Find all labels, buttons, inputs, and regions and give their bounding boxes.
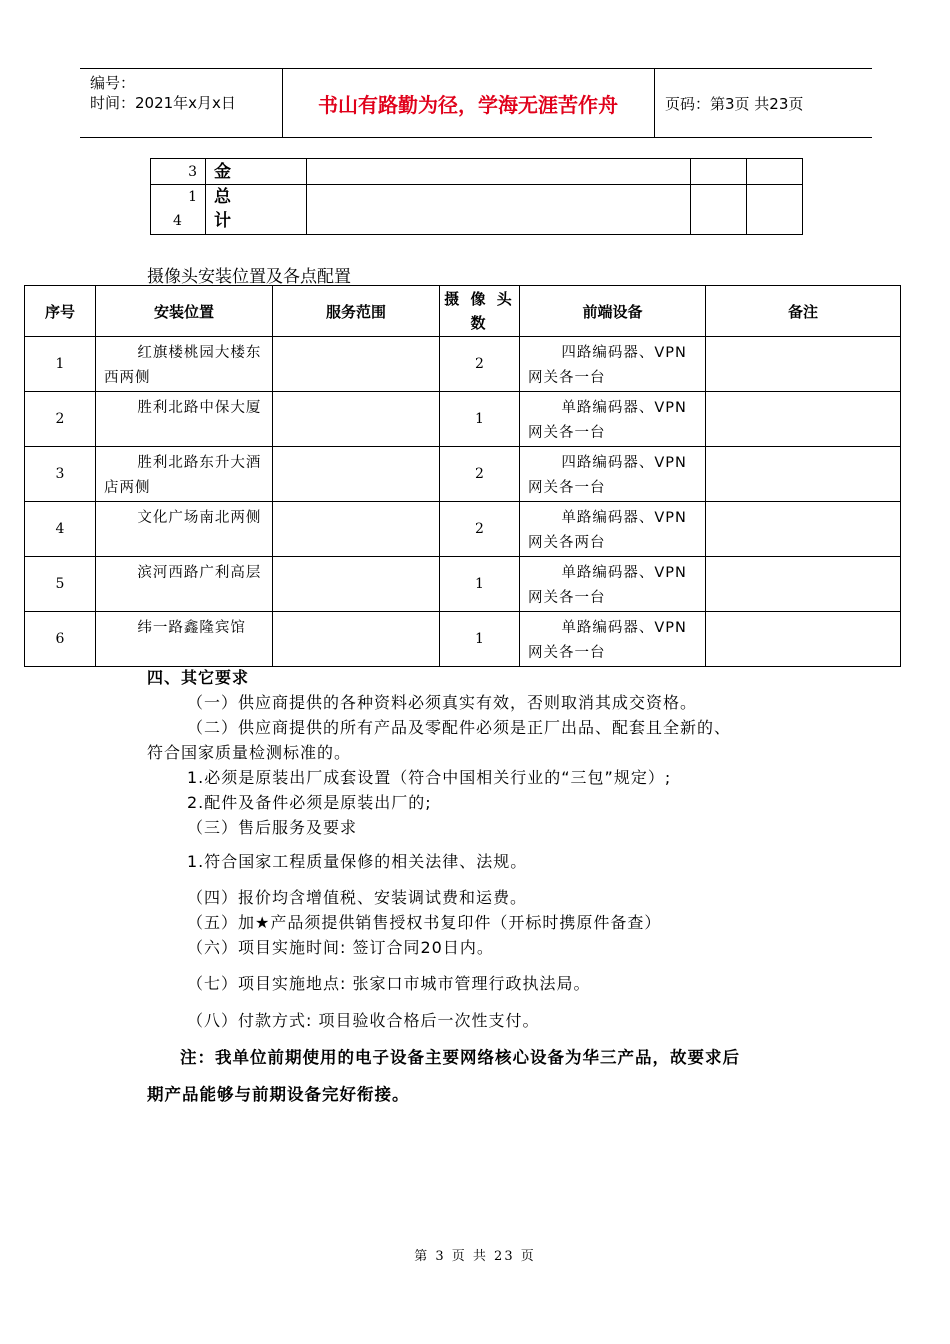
table-row (25, 612, 901, 667)
table-row (151, 159, 803, 185)
cell-count: 2 (440, 337, 520, 392)
table-header-row (25, 286, 901, 337)
page-footer: 第 3 页 共 23 页 (414, 1249, 536, 1264)
row-label: 金 (206, 159, 307, 185)
camera-table (24, 285, 901, 667)
cell-scope (273, 392, 440, 447)
requirement-item: 1.必须是原装出厂成套设置（符合中国相关行业的“三包”规定）; (187, 768, 672, 787)
requirement-item: 符合国家质量检测标准的。 (147, 743, 352, 762)
cell-scope (273, 557, 440, 612)
table-row (25, 337, 901, 392)
requirement-item: （六）项目实施时间: 签订合同20日内。 (187, 938, 494, 957)
cell-count: 2 (440, 447, 520, 502)
cell-scope (273, 612, 440, 667)
cell-index: 5 (25, 557, 96, 612)
cell-device: 单路编码器、VPN网关各两台 (520, 502, 706, 557)
page-header (80, 68, 872, 138)
header-index: 序号 (25, 286, 96, 337)
cell-location: 胜利北路中保大厦 (96, 392, 273, 447)
cell-device: 四路编码器、VPN网关各一台 (520, 447, 706, 502)
cell-count: 1 (440, 612, 520, 667)
header-time-label: 时间：2021年x月x日 (90, 94, 236, 112)
header-count: 摄 像 头数 (440, 286, 520, 337)
cell-location: 文化广场南北两侧 (96, 502, 273, 557)
requirement-item: （七）项目实施地点: 张家口市城市管理行政执法局。 (187, 974, 591, 993)
cell-note (706, 392, 901, 447)
header-motto: 书山有路勤为径，学海无涯苦作舟 (318, 92, 618, 117)
cell-count: 1 (440, 557, 520, 612)
cell-device: 四路编码器、VPN网关各一台 (520, 337, 706, 392)
cell-scope (273, 447, 440, 502)
cell-location: 胜利北路东升大酒店两侧 (96, 447, 273, 502)
table-row (25, 557, 901, 612)
table-cell (747, 185, 803, 235)
table-cell (307, 159, 691, 185)
header-scope: 服务范围 (273, 286, 440, 337)
row-number: 1 4 (151, 185, 206, 235)
row-number: 3 (151, 159, 206, 185)
cell-device: 单路编码器、VPN网关各一台 (520, 612, 706, 667)
cell-device: 单路编码器、VPN网关各一台 (520, 392, 706, 447)
table-cell (747, 159, 803, 185)
requirement-item: （三）售后服务及要求 (187, 818, 358, 837)
table-row (25, 502, 901, 557)
table-cell (307, 185, 691, 235)
header-location: 安装位置 (96, 286, 273, 337)
cell-note (706, 502, 901, 557)
cell-scope (273, 337, 440, 392)
cell-index: 1 (25, 337, 96, 392)
cell-location: 红旗楼桃园大楼东西两侧 (96, 337, 273, 392)
requirement-item: （一）供应商提供的各种资料必须真实有效，否则取消其成交资格。 (187, 693, 698, 712)
requirement-item: （五）加★产品须提供销售授权书复印件（开标时携原件备查） (187, 913, 662, 932)
header-device: 前端设备 (520, 286, 706, 337)
cell-device: 单路编码器、VPN网关各一台 (520, 557, 706, 612)
camera-section-title: 摄像头安装位置及各点配置 (147, 267, 351, 287)
requirement-item: （四）报价均含增值税、安装调试费和运费。 (187, 888, 528, 907)
cell-note (706, 612, 901, 667)
requirement-item: 2.配件及备件必须是原装出厂的; (187, 793, 432, 812)
cell-location: 纬一路鑫隆宾馆 (96, 612, 273, 667)
note-line: 注：我单位前期使用的电子设备主要网络核心设备为华三产品，故要求后 (180, 1048, 740, 1067)
cell-count: 1 (440, 392, 520, 447)
requirements-heading: 四、其它要求 (147, 668, 250, 687)
cell-index: 3 (25, 447, 96, 502)
table-cell (691, 185, 747, 235)
cell-note (706, 557, 901, 612)
header-divider (654, 69, 655, 137)
cell-note (706, 337, 901, 392)
table-row (25, 392, 901, 447)
table-row (25, 447, 901, 502)
table-cell (691, 159, 747, 185)
requirement-item: （二）供应商提供的所有产品及零配件必须是正厂出品、配套且全新的、 (187, 718, 732, 737)
note-line: 期产品能够与前期设备完好衔接。 (147, 1085, 410, 1104)
requirement-item: （八）付款方式: 项目验收合格后一次性支付。 (187, 1011, 540, 1030)
cell-note (706, 447, 901, 502)
cell-count: 2 (440, 502, 520, 557)
table-row (151, 185, 803, 235)
cell-index: 6 (25, 612, 96, 667)
cell-index: 2 (25, 392, 96, 447)
requirement-item: 1.符合国家工程质量保修的相关法律、法规。 (187, 852, 528, 871)
header-page-label: 页码：第3页 共23页 (665, 94, 804, 113)
header-meta (90, 73, 236, 113)
cell-index: 4 (25, 502, 96, 557)
cell-scope (273, 502, 440, 557)
row-label: 总 计 (206, 185, 307, 235)
cell-location: 滨河西路广利高层 (96, 557, 273, 612)
continuation-table (150, 158, 803, 235)
header-number-label: 编号： (90, 74, 136, 92)
header-note: 备注 (706, 286, 901, 337)
